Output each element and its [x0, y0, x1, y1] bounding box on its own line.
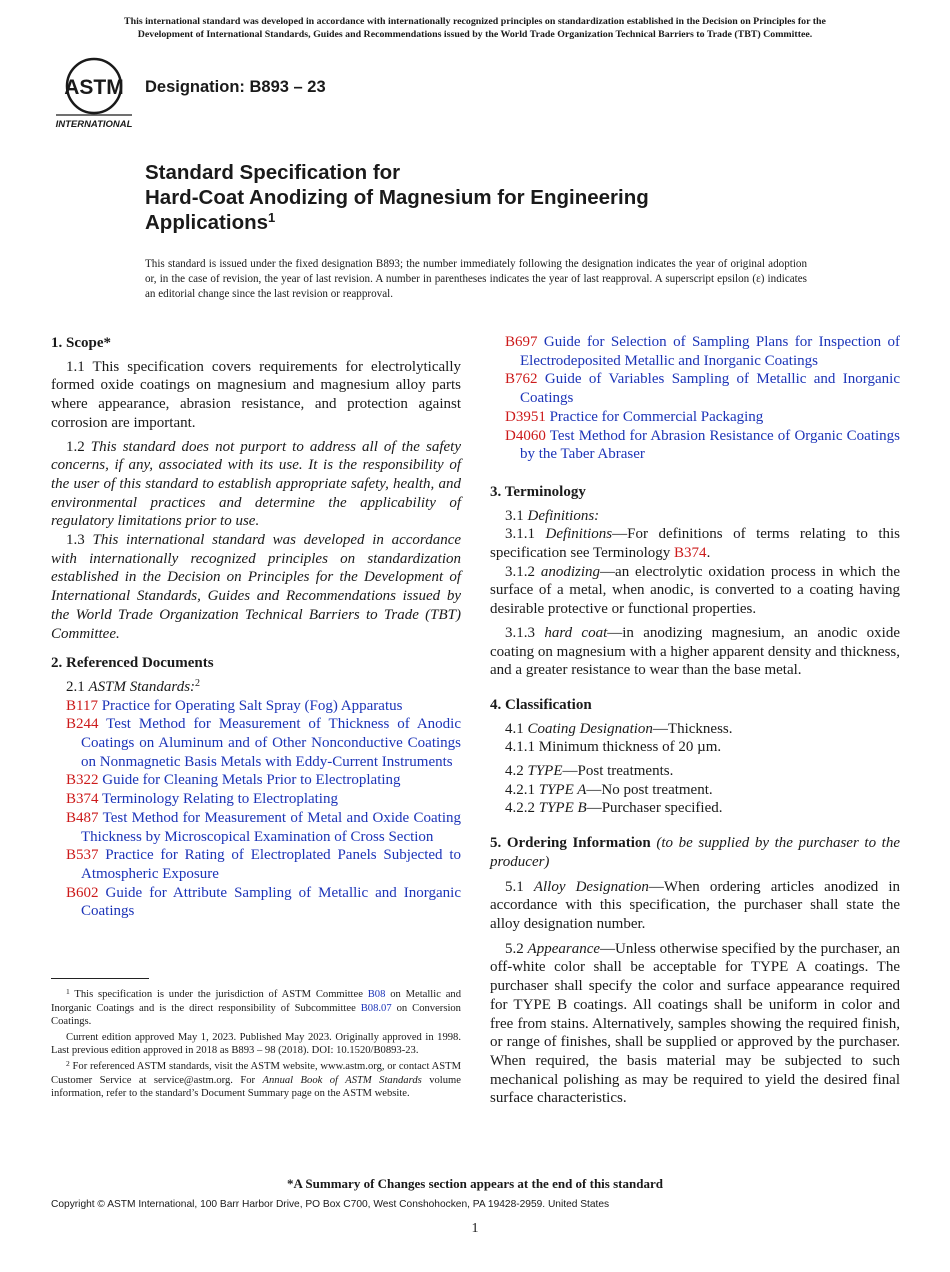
paragraph-3-1: 3.1 Definitions:: [505, 507, 600, 524]
paragraph-4-2-2: 4.2.2 TYPE B—Purchaser specified.: [505, 800, 723, 817]
title-line-1: Standard Specification for: [145, 161, 401, 184]
paragraph-4-1-1: 4.1.1 Minimum thickness of 20 µm.: [505, 739, 722, 756]
top-notice-line-1: This international standard was developed in accordance with internationally recognized principles on standardization established in the Decision on Principles for the: [124, 16, 826, 27]
committee-link[interactable]: B08: [367, 989, 386, 1000]
logo-caption: INTERNATIONAL: [55, 119, 133, 130]
astm-logo-icon: [52, 56, 136, 132]
document-title: [145, 160, 845, 235]
paragraph-3-1-1: 3.1.1 Definitions—For definitions of terms relating to this specification see Terminology B374.: [490, 526, 900, 562]
reference-list-left: [51, 697, 461, 921]
reference-item[interactable]: B487 Test Method for Measurement of Metal and Oxide Coating Thickness by Microscopical Examination of Cross Section: [66, 809, 461, 845]
section-4-heading: 4. Classification: [490, 696, 592, 713]
reference-item[interactable]: B374 Terminology Relating to Electroplating: [66, 791, 338, 808]
reference-item[interactable]: D4060 Test Method for Abrasion Resistance of Organic Coatings by the Taber Abraser: [505, 427, 901, 463]
terminology-ref-link[interactable]: B374: [674, 545, 707, 562]
logo-letters: ASTM: [64, 76, 124, 99]
paragraph-1-2: 1.2 This standard does not purport to address all of the safety concerns, if any, associated with its use. It is the responsibility of the user of this standard to establish appropriate safety, health, and environmental practices and determine the applicability of regulatory limitations prior to use.: [51, 438, 461, 530]
paragraph-4-1: 4.1 Coating Designation—Thickness.: [505, 720, 733, 737]
paragraph-5-1: 5.1 Alloy Designation—When ordering articles anodized in accordance with this specification, the purchaser shall state the alloy designation number.: [490, 878, 901, 932]
issue-note: This standard is issued under the fixed designation B893; the number immediately following the designation indicates the year of original adoption or, in the case of revision, the year of last revision. A number in parentheses indicates the year of last reapproval. A superscript epsilon (ε) indicates an editorial change since the last revision or reapproval.: [145, 258, 807, 300]
reference-list-right: [490, 333, 900, 464]
paragraph-2-1: 2.1 ASTM Standards:$^2$: [66, 677, 201, 695]
top-notice: [48, 15, 902, 41]
summary-of-changes-note: *A Summary of Changes section appears at the end of this standard: [287, 1176, 663, 1191]
paragraph-5-2: 5.2 Appearance—Unless otherwise specified by the purchaser, an off-white color shall be acceptable for TYPE A coatings. The purchaser shall specify the color and surface appearance required for TYPE B coatings. All coatings shall be uniform in color and free from stains. Alternatively, samples showing the required finish, or range of finishes, shall be supplied or approved by the purchaser. When required, the basis material may be subjected to such mechanical polishing as may be required to yield the desired final surface characteristics.: [490, 940, 900, 1107]
subcommittee-link[interactable]: B08.07: [360, 1002, 392, 1014]
title-line-2: Hard-Coat Anodizing of Magnesium for Engineering: [145, 186, 649, 209]
reference-item[interactable]: B537 Practice for Rating of Electroplated Panels Subjected to Atmospheric Exposure: [66, 847, 461, 882]
left-column: [51, 334, 461, 921]
footnotes: [51, 988, 461, 1101]
designation: Designation: B893 – 23: [145, 78, 326, 96]
footnote-1-edition: Current edition approved May 1, 2023. Published May 2023. Originally approved in 1998. Last previous edition approved in 2018 as B893 – 98 (2018). DOI: 10.1520/B0893-23.: [51, 1031, 461, 1057]
footnote-divider: [51, 978, 149, 979]
page-number: 1: [471, 1221, 479, 1236]
section-2-heading: 2. Referenced Documents: [51, 655, 214, 672]
reference-item[interactable]: D3951 Practice for Commercial Packaging: [505, 408, 764, 425]
reference-item[interactable]: B762 Guide of Variables Sampling of Metallic and Inorganic Coatings: [505, 371, 901, 407]
footnote-1: $^1$ This specification is under the jurisdiction of ASTM Committee B08 on Metallic and Inorganic Coatings and is the direct responsibility of Subcommittee B08.07 on Conversion Coatings.: [51, 987, 461, 1028]
copyright-line: Copyright © ASTM International, 100 Barr Harbor Drive, PO Box C700, West Conshohocken, PA 19428-2959. United States: [51, 1199, 610, 1210]
reference-item[interactable]: B697 Guide for Selection of Sampling Plans for Inspection of Electrodeposited Metallic and Inorganic Coatings: [505, 334, 901, 369]
paragraph-3-1-2: 3.1.2 anodizing—an electrolytic oxidation process in which the surface of a metal, when anodic, is converted to a coating having desirable protective or functional properties.: [490, 563, 900, 618]
reference-item[interactable]: B117 Practice for Operating Salt Spray (Fog) Apparatus: [66, 697, 403, 714]
right-column: [490, 333, 900, 1108]
title-footnote-mark: 1: [268, 210, 276, 225]
reference-item[interactable]: B602 Guide for Attribute Sampling of Metallic and Inorganic Coatings: [66, 884, 461, 920]
reference-item[interactable]: B244 Test Method for Measurement of Thickness of Anodic Coatings on Aluminum and of Other Nonconductive Coatings on Nonmagnetic Basis Metals with Eddy-Current Instruments: [66, 716, 462, 770]
top-notice-line-2: Development of International Standards, Guides and Recommendations issued by the World Trade Organization Technical Barriers to Trade (TBT) Committee.: [137, 29, 813, 40]
section-1-heading: 1. Scope*: [51, 335, 111, 351]
paragraph-4-2: 4.2 TYPE—Post treatments.: [505, 763, 674, 780]
paragraph-1-3: 1.3 This international standard was developed in accordance with internationally recognized principles on standardization established in the Decision on Principles for the Development of International Standards, Guides and Recommendations issued by the World Trade Organization Technical Barriers to Trade (TBT) Committee.: [51, 532, 462, 642]
paragraph-4-2-1: 4.2.1 TYPE A—No post treatment.: [505, 781, 713, 798]
section-5-heading: 5. Ordering Information (to be supplied by the purchaser to the producer): [490, 835, 900, 870]
reference-item[interactable]: B322 Guide for Cleaning Metals Prior to Electroplating: [66, 772, 401, 789]
paragraph-3-1-3: 3.1.3 hard coat—in anodizing magnesium, an anodic oxide coating on magnesium with a higher apparent density and thickness, and a greater resistance to wear than the base metal.: [490, 624, 900, 679]
paragraph-1-1: 1.1 This specification covers requirements for electrolytically formed oxide coatings on magnesium and magnesium alloy parts where appearance, abrasion resistance, and protection against corrosion are important.: [51, 358, 461, 431]
footnote-2: $^2$ For referenced ASTM standards, visit the ASTM website, www.astm.org, or contact ASTM Customer Service at service@astm.org. For Annual Book of ASTM Standards volume information, refer to the standard’s Document Summary page on the ASTM website.: [51, 1058, 462, 1100]
section-3-heading: 3. Terminology: [490, 483, 586, 500]
title-line-3: Applications: [145, 211, 269, 234]
